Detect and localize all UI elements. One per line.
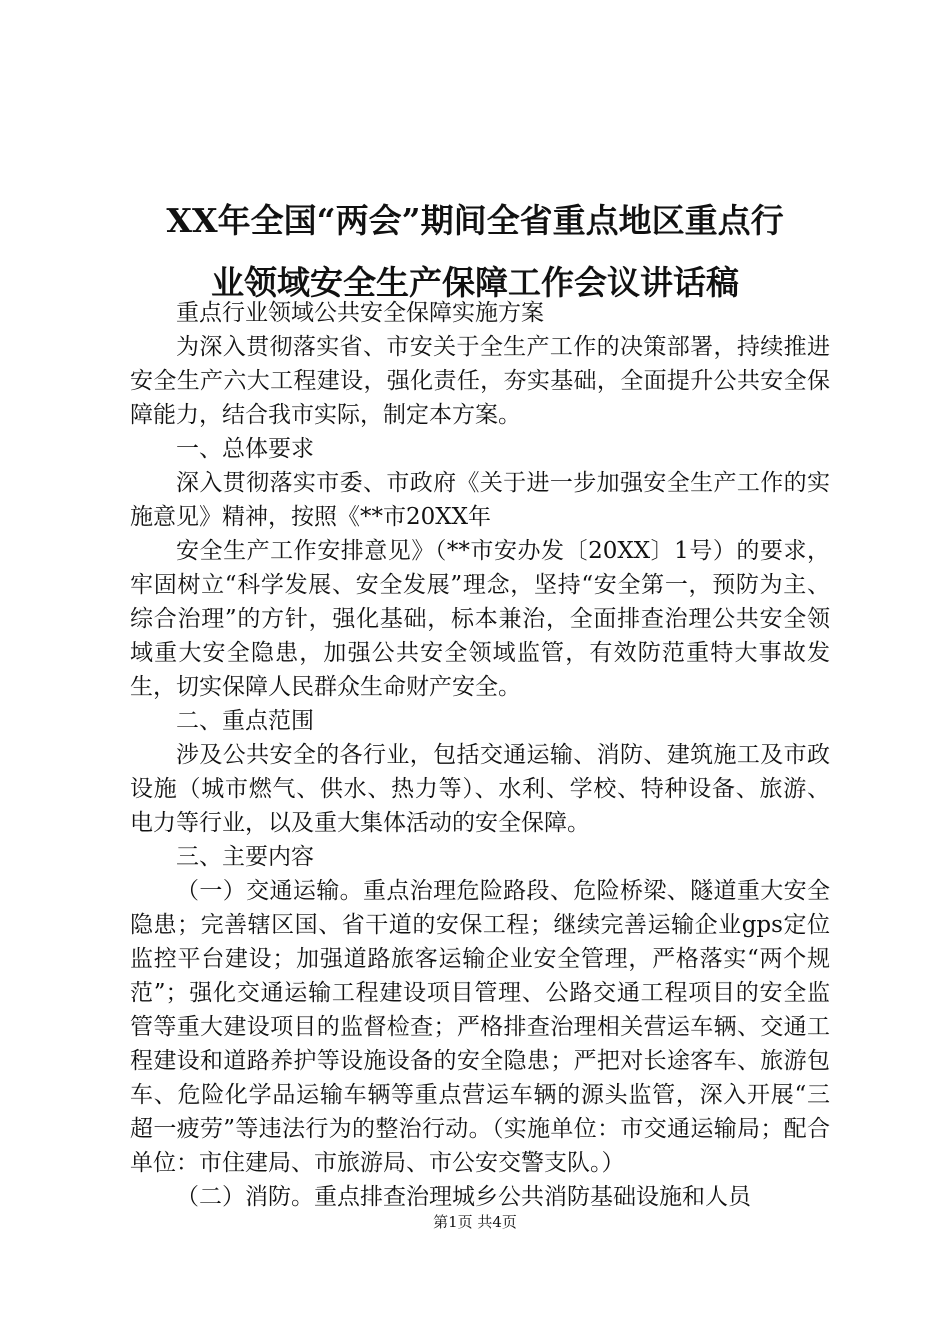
paragraph: 为深入贯彻落实省、市安关于全生产工作的决策部署，持续推进安全生产六大工程建设，强化责任，夯实基础，全面提升公共安全保障能力，结合我市实际，制定本方案。 [130, 334, 830, 428]
section-heading: 三、主要内容 [176, 844, 314, 870]
title-line-2: 业领域安全生产保障工作会议讲话稿 [211, 263, 739, 302]
title-line-1: XX年全国“两会”期间全省重点地区重点行 [166, 201, 784, 240]
paragraph: 涉及公共安全的各行业，包括交通运输、消防、建筑施工及市政设施（城市燃气、供水、热力等）、水利、学校、特种设备、旅游、电力等行业，以及重大集体活动的安全保障。 [130, 742, 830, 836]
paragraph: 安全生产工作安排意见》（**市安办发〔20XX〕1号）的要求，牢固树立“科学发展、安全发展”理念，坚持“安全第一，预防为主、综合治理”的方针，强化基础，标本兼治，全面排查治理公共安全领域重大安全隐患，加强公共安全领域监管，有效防范重特大事故发生，切实保障人民群众生命财产安全。 [130, 538, 830, 700]
paragraph: 重点行业领域公共安全保障实施方案 [176, 300, 544, 326]
document-body [130, 296, 830, 1214]
paragraph: （二）消防。重点排查治理城乡公共消防基础设施和人员 [176, 1184, 751, 1210]
paragraph: 深入贯彻落实市委、市政府《关于进一步加强安全生产工作的实施意见》精神，按照《**市20XX年 [130, 470, 830, 530]
page-footer: 第1页 共4页 [433, 1213, 517, 1231]
section-heading: 二、重点范围 [176, 708, 314, 734]
paragraph: （一）交通运输。重点治理危险路段、危险桥梁、隧道重大安全隐患；完善辖区国、省干道的安保工程；继续完善运输企业gps定位监控平台建设；加强道路旅客运输企业安全管理，严格落实“两个规范”；强化交通运输工程建设项目管理、公路交通工程项目的安全监管等重大建设项目的监督检查；严格排查治理相关营运车辆、交通工程建设和道路养护等设施设备的安全隐患；严把对长途客车、旅游包车、危险化学品运输车辆等重点营运车辆的源头监管，深入开展“三超一疲劳”等违法行为的整治行动。（实施单位：市交通运输局；配合单位：市住建局、市旅游局、市公安交警支队。） [130, 878, 830, 1176]
section-heading: 一、总体要求 [176, 436, 314, 462]
